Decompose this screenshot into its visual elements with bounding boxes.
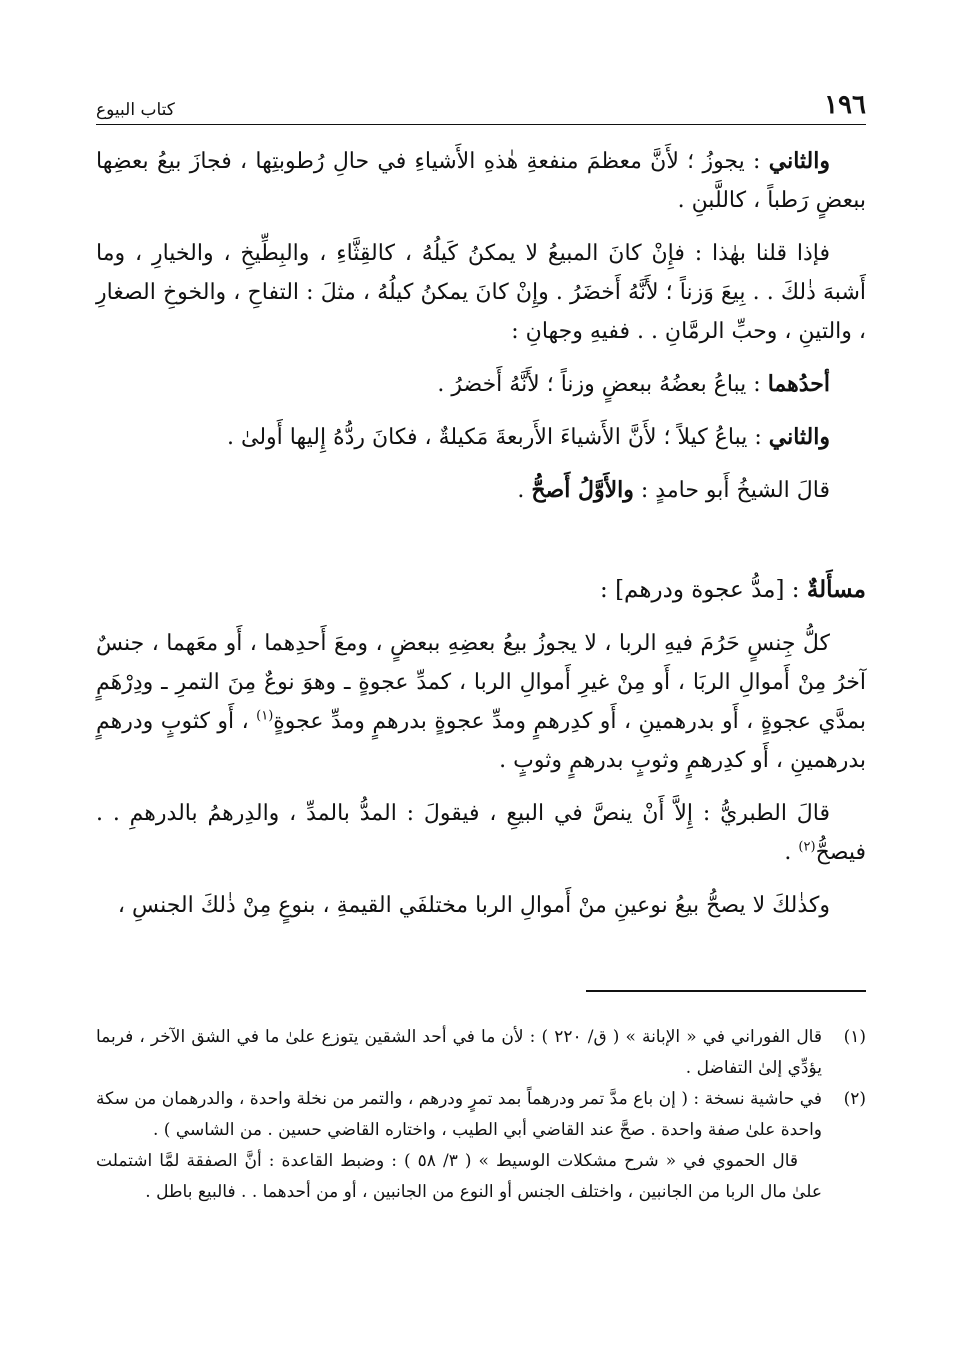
- paragraph-text: : يجوزُ ؛ لأَنَّ معظمَ منفعةِ هٰذهِ الأَشياءِ في حالِ رُطوبتِها ، فجازَ بيعُ بعضِها ببعضٍ رَطباً ، كاللَّبنِ .: [96, 149, 866, 213]
- section-heading: [96, 570, 866, 610]
- paragraph-text: فإذا قلنا بهٰذا : فإِنْ كانَ المبيعُ لا يمكنُ كَيلُهُ ، كالقِثَّاءِ ، والبِطِّيخِ ، والخيارِ ، وما أَشبهَ ذٰلكَ . . بِيعَ وَزناً ؛ لأَنَّهُ أَخضَرُ . وإِنْ كانَ يمكنُ كيلُهُ ، مثلَ : التفاحِ ، والخوخِ الصغارِ ، والتينِ ، وحبِّ الرمَّانِ . . ففيهِ وجهانِ :: [96, 241, 866, 344]
- paragraph-text: كلُّ جِنسٍ حَرُمَ فيهِ الربا ، لا يجوزُ بيعُ بعضِهِ ببعضٍ ، ومعَ أَحدِهما ، أَو معَهما ، جنسٌ آخرُ مِنْ أَموالِ الربَا ، أَو مِنْ غيرِ أَموالِ الربا ، كمدِّ عجوةٍ ـ وهوَ نوعٌ مِنَ التمرِ ـ ودِرْهَمٍ بمدَّي عجوةٍ ، أَو بدرهمينِ ، أَو كدِرهمٍ ومدِّ عجوةٍ بدرهمٍ ومدِّ عجوةٍ: [96, 631, 867, 734]
- footnote-text: في حاشية نسخة : ( إن باع مدَّ تمر ودرهماً بمد تمرٍ ودرهم ، والتمر من نخلة واحدة ، والدرهمان من سكة واحدة علىٰ صفة واحدة . صحَّ عند القاضي أبي الطيب ، واختاره القاضي حسين . من الشاسي ) .: [96, 1089, 822, 1140]
- ruling-text: والأَوَّلُ أَصحُّ: [531, 477, 634, 503]
- paragraph: [96, 886, 866, 925]
- paragraph-text: قالَ الشيخُ أَبو حامدٍ :: [633, 478, 830, 503]
- paragraph: [96, 142, 866, 220]
- paragraph: [96, 471, 866, 510]
- paragraph: [96, 365, 866, 404]
- paragraph-lead: أحدُهما: [767, 371, 830, 397]
- paragraph-text: وكذٰلكَ لا يصحُّ بيعُ نوعينِ منْ أَموالِ الربا مختلفَي القيمةِ ، بنوعٍ مِنْ ذٰلكَ الجنسِ ،: [117, 893, 830, 918]
- heading-text: : [مدُّ عجوة ودرهم] :: [600, 577, 807, 603]
- footnote-text: قال الفوراني في « الإبانة » ( ق/ ٢٢٠ ) : لأن ما في أحد الشقين يتوزع علىٰ ما في الشق الآخر ، فربما يؤدِّي إلىٰ التفاضل .: [96, 1027, 822, 1078]
- footnote-continuation: قال الحموي في « شرح مشكلات الوسيط » ( ٣/ ٥٨ ) : وضبط القاعدة : أنَّ الصفقة لمَّا اشتملت علىٰ مال الربا من الجانبين ، واختلف الجنس أو النوع من الجانبين ، أو من أحدهما . . فالبيع باطل .: [96, 1151, 822, 1202]
- book-title: كتاب البيوع: [96, 100, 175, 120]
- paragraph-end: .: [517, 478, 532, 503]
- heading-lead: مسأَلةٌ: [806, 576, 866, 603]
- paragraph: [96, 624, 866, 780]
- footnote-ref[interactable]: (٢): [798, 839, 816, 855]
- paragraph-text: : يباعُ كيلاً ؛ لأَنَّ الأَشياءَ الأَربعةَ مَكيلةٌ ، فكانَ ردُّهُ إِليها أَولىٰ .: [227, 425, 769, 450]
- footnote-ref[interactable]: (١): [256, 708, 274, 724]
- paragraph-text: ، أَو كثوبٍ ودرهمٍ بدرهمينِ ، أَو كدِرهمٍ وثوبٍ بدرهمٍ وثوبٍ .: [96, 709, 866, 773]
- paragraph: [96, 794, 866, 872]
- footnote-separator: [586, 990, 866, 992]
- paragraph-lead: والثاني: [768, 148, 830, 174]
- paragraph-text: : يباعُ بعضُهُ ببعضٍ وزناً ؛ لأَنَّهُ أَخضرُ .: [437, 372, 768, 397]
- footnotes: [96, 1022, 866, 1208]
- footnote-number: (٢): [843, 1089, 866, 1109]
- main-text: [96, 142, 866, 939]
- page-header: [96, 88, 866, 125]
- footnote-number: (١): [843, 1027, 866, 1047]
- paragraph-text: قالَ الطبريُّ : إِلاَّ أَنْ ينصَّ في البيعِ ، فيقولَ : المدُّ بالمدِّ ، والدِرهمُ بالدرهمِ . . فيصحُّ: [96, 801, 866, 865]
- footnote: [96, 1084, 866, 1146]
- paragraph-end: .: [784, 840, 799, 865]
- page-number: ١٩٦: [824, 90, 866, 120]
- paragraph: [96, 234, 866, 351]
- footnote: [96, 1022, 866, 1084]
- section-gap: [96, 524, 866, 570]
- paragraph-lead: والثاني: [768, 424, 830, 450]
- paragraph: [96, 418, 866, 457]
